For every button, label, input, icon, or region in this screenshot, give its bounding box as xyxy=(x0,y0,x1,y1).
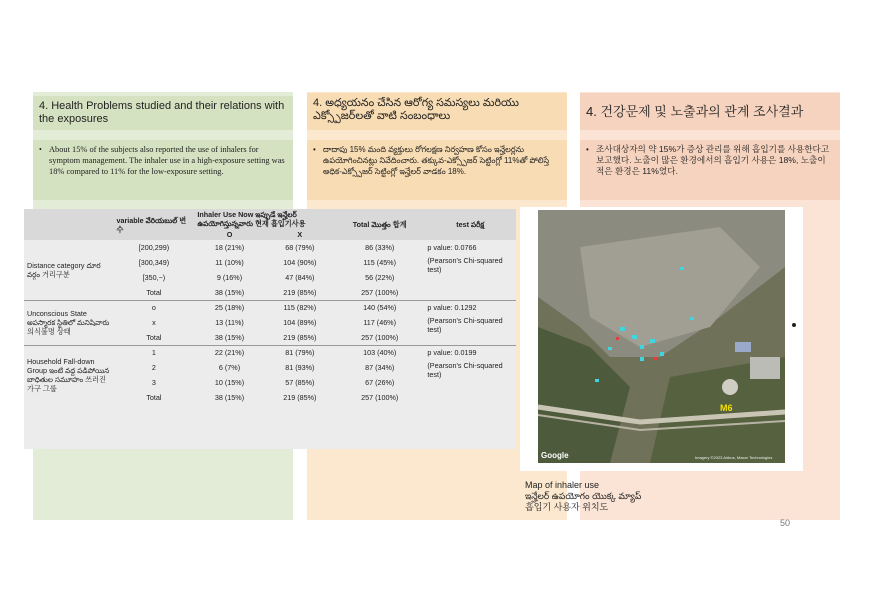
cell-x: 68 (79%) xyxy=(285,243,315,252)
header-total: Total మొత్తం 합계 xyxy=(352,220,407,229)
row-category: [200,299) xyxy=(138,243,170,252)
test-name: (Pearson's Chi-squared test) xyxy=(424,315,516,345)
cell-total: 115 (45%) xyxy=(363,258,396,267)
cell-x: 57 (85%) xyxy=(285,378,315,387)
header-o: O xyxy=(226,230,233,239)
cell-total: 67 (26%) xyxy=(365,378,395,387)
cell-o: 13 (11%) xyxy=(215,318,244,327)
cell-x: 81 (79%) xyxy=(285,348,315,358)
imagery-credit: Imagery ©2023 Airbus, Maxar Technologies xyxy=(695,455,773,460)
inhaler-use-table xyxy=(24,209,516,449)
row-category: Total xyxy=(146,332,162,342)
row-category: x xyxy=(152,318,156,327)
cell-total: 257 (100%) xyxy=(361,393,399,402)
english-bullet-text: About 15% of the subjects also reported the use of inhalers for symptom management. The inhaler use in a high-exposure setting was 18% compared to 11% for the low-exposure setting. xyxy=(49,145,285,176)
korean-heading: 4. 건강문제 및 노출과의 관계 조사결과 xyxy=(580,93,840,130)
cell-total: 257 (100%) xyxy=(361,332,399,342)
english-heading: 4. Health Problems studied and their relations with the exposures xyxy=(33,96,293,130)
group-label: Household Fall-down Group ఇంటి వద్ద పడిపోయిన బాధితుల సమూహం 쓰러진가구 그룹 xyxy=(27,357,110,394)
cell-total: 140 (54%) xyxy=(363,303,397,313)
google-logo: Google xyxy=(541,451,569,460)
english-bullet xyxy=(33,140,293,200)
cell-x: 219 (85%) xyxy=(283,287,317,297)
row-category: Total xyxy=(146,287,162,297)
table-row xyxy=(24,240,516,255)
row-category: 2 xyxy=(151,363,156,372)
map-caption-ko: 흡입기 사용자 위치도 xyxy=(525,502,609,512)
cell-o: 18 (21%) xyxy=(214,243,245,252)
row-category: 3 xyxy=(151,378,156,387)
map-caption xyxy=(525,480,641,513)
cell-x: 47 (84%) xyxy=(285,273,315,282)
telugu-heading: 4. అధ్యయనం చేసిన ఆరోగ్య సమస్యలు మరియు ఎక్స్పోజర్‌లతో వాటి సంబంధాలు xyxy=(307,93,567,130)
cell-o: 38 (15%) xyxy=(214,393,245,402)
map-caption-te: ఇన్హేలర్ ఉపయోగం యొక్క మ్యాప్ xyxy=(525,491,642,501)
cell-o: 6 (7%) xyxy=(218,363,241,372)
cell-x: 219 (85%) xyxy=(283,332,317,342)
table-row xyxy=(24,300,516,315)
row-category: [350,−) xyxy=(142,273,166,282)
cell-total: 257 (100%) xyxy=(361,287,399,297)
telugu-bullet-text: దాదాపు 15% మంది వ్యక్తులు రోగలక్షణ నిర్వహణ కోసం ఇన్హేలర్లను ఉపయోగించినట్లు నివేదించారు. తక్కువ-ఎక్స్పోజర్ సెట్టింగ్లో 11%తో పోలిస్తే అధిక-ఎక్స్పోజర్ సెట్టింగ్లో ఇన్హేలర్ వాడకం 18%. xyxy=(323,145,550,176)
row-category: o xyxy=(151,303,156,313)
header-inhaler-use: Inhaler Use Now ఇప్పుడే ఇన్హేలర్ ఉపయోగిస్తున్నవారు 현재 흡입기사용 xyxy=(197,210,306,228)
cell-o: 9 (16%) xyxy=(216,273,243,282)
test-p-value: p value: 0.0199 xyxy=(427,348,477,358)
bullet-symbol: • xyxy=(313,145,316,154)
test-name: (Pearson's Chi-squared test) xyxy=(427,361,503,379)
cell-total: 56 (22%) xyxy=(365,273,395,282)
test-p-value: p value: 0.0766 xyxy=(427,243,477,252)
header-test: test పరీక్ష xyxy=(456,220,485,229)
inhaler-map xyxy=(520,207,803,471)
bullet-symbol: • xyxy=(39,145,42,154)
cell-x: 104 (90%) xyxy=(283,258,317,267)
korean-bullet-text: 조사대상자의 약 15%가 증상 관리를 위해 흡입기를 사용한다고 보고했다. 노출이 많은 환경에서의 흡입기 사용은 18%, 노출이 적은 환경은 11%였다. xyxy=(596,144,830,176)
test-name: (Pearson's Chi-squared test) xyxy=(424,255,516,300)
header-x: X xyxy=(297,230,303,239)
cell-o: 38 (15%) xyxy=(214,332,245,342)
cell-o: 11 (10%) xyxy=(215,258,244,267)
header-variable: variable వేరియబుల్ 변수 xyxy=(116,215,187,234)
table-row xyxy=(24,345,516,360)
cell-o: 25 (18%) xyxy=(214,303,245,313)
cell-x: 115 (82%) xyxy=(283,303,317,313)
cell-x: 81 (93%) xyxy=(285,363,315,372)
cell-o: 38 (15%) xyxy=(214,287,245,297)
map-marker-label: M6 xyxy=(720,403,733,413)
cell-x: 104 (89%) xyxy=(283,318,317,327)
satellite-map-image xyxy=(520,207,803,471)
cell-total: 86 (33%) xyxy=(365,243,395,252)
page-number: 50 xyxy=(780,518,791,528)
korean-bullet xyxy=(580,140,840,200)
group-label: Unconscious State అపస్మారక స్థితిలో మనిషివారు 의식불명 상태 xyxy=(24,300,113,345)
cell-x: 219 (85%) xyxy=(283,393,317,402)
telugu-bullet xyxy=(307,140,567,200)
map-caption-en: Map of inhaler use xyxy=(525,480,600,490)
cell-o: 22 (21%) xyxy=(214,348,245,358)
cell-total: 103 (40%) xyxy=(363,348,397,358)
row-category: 1 xyxy=(151,348,156,358)
cell-total: 117 (46%) xyxy=(363,318,396,327)
cell-total: 87 (34%) xyxy=(365,363,395,372)
cell-o: 10 (15%) xyxy=(214,378,245,387)
bullet-symbol: • xyxy=(586,145,589,154)
row-category: [300,349) xyxy=(138,258,170,267)
group-label: Distance category దూర వర్గం 거리구분 xyxy=(24,240,113,300)
test-p-value: p value: 0.1292 xyxy=(427,303,477,313)
row-category: Total xyxy=(146,393,162,402)
